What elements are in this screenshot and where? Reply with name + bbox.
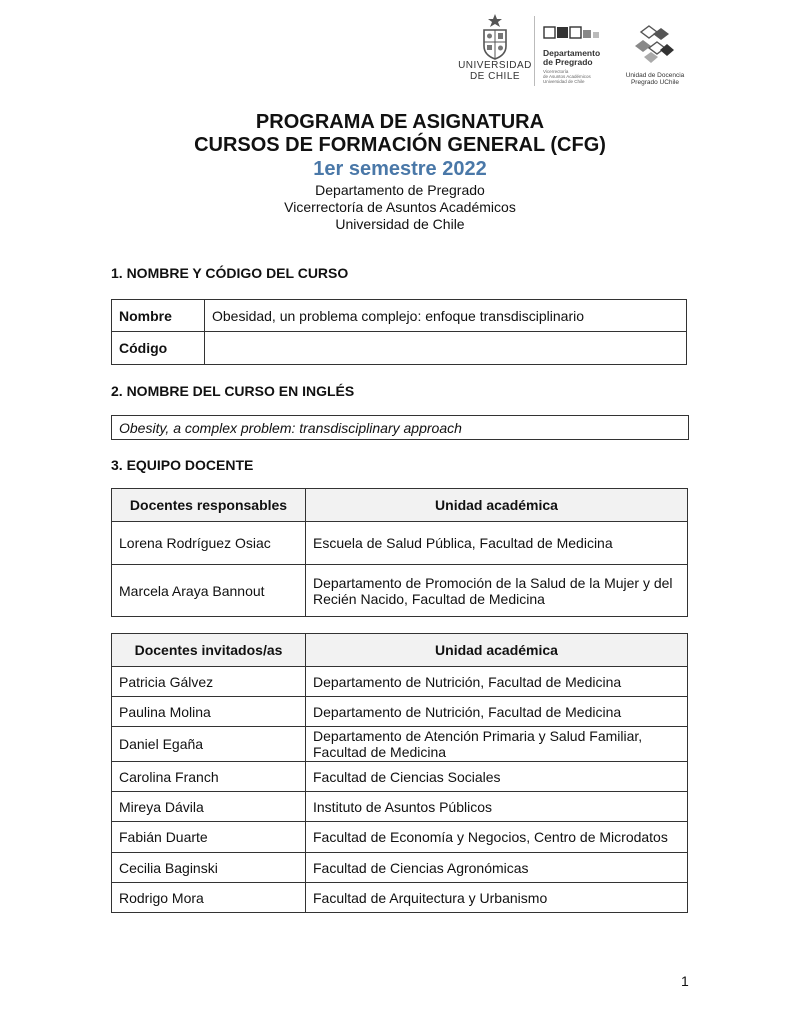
table-row (112, 697, 688, 727)
document-title: PROGRAMA DE ASIGNATURA (255, 111, 545, 133)
teacher-name: Carolina Franch (112, 762, 306, 792)
university-name: Universidad de Chile (335, 216, 465, 232)
course-name-row (112, 300, 687, 332)
unidad-docencia-logo (615, 24, 695, 86)
teacher-name: Lorena Rodríguez Osiac (112, 522, 306, 565)
guest-teachers-table (111, 633, 688, 913)
department-name: Departamento de Pregrado (315, 182, 485, 198)
teacher-name: Paulina Molina (112, 697, 306, 727)
table-row (112, 822, 688, 853)
responsible-teachers-table (111, 488, 688, 617)
column-header-responsables: Docentes responsables (112, 489, 306, 522)
docencia-logo-line2: Pregrado UChile (630, 79, 680, 86)
docencia-mosaic-icon (635, 24, 675, 64)
section3-heading: 3. EQUIPO DOCENTE (111, 457, 254, 473)
logo-divider (534, 16, 535, 86)
english-course-name: Obesity, a complex problem: transdisciplinary approach (112, 416, 689, 440)
pregrado-logo-small1: Vicerrectoría (543, 69, 569, 74)
page-number: 1 (681, 973, 689, 989)
academic-unit: Facultad de Arquitectura y Urbanismo (306, 883, 688, 913)
table-header-row (112, 489, 688, 522)
academic-unit: Departamento de Promoción de la Salud de la Mujer y del Recién Nacido, Facultad de Medicina (306, 565, 688, 617)
docencia-logo-line1: Unidad de Docencia (625, 72, 685, 79)
table-row (112, 762, 688, 792)
table-row (112, 522, 688, 565)
table-row (112, 853, 688, 883)
column-header-unidad: Unidad académica (306, 489, 688, 522)
table-row (112, 883, 688, 913)
departamento-pregrado-logo (543, 26, 609, 84)
pregrado-logo-small2: de Asuntos Académicos (543, 74, 591, 79)
table-row (112, 792, 688, 822)
document-title-block (0, 111, 800, 233)
pregrado-logo-line2: de Pregrado (543, 57, 593, 67)
table-row (112, 565, 688, 617)
teacher-name: Fabián Duarte (112, 822, 306, 853)
pregrado-logo-line1: Departamento (543, 48, 601, 58)
column-header-invitados: Docentes invitados/as (112, 634, 306, 667)
teacher-name: Mireya Dávila (112, 792, 306, 822)
academic-unit: Facultad de Ciencias Sociales (306, 762, 688, 792)
section2-heading: 2. NOMBRE DEL CURSO EN INGLÉS (111, 383, 355, 399)
course-code-value (205, 332, 687, 365)
course-code-row (112, 332, 687, 365)
uchile-logo-line2: DE CHILE (469, 71, 521, 82)
academic-unit: Instituto de Asuntos Públicos (306, 792, 688, 822)
teacher-name: Daniel Egaña (112, 727, 306, 762)
vicerrectoria-name: Vicerrectoría de Asuntos Académicos (284, 199, 516, 215)
uchile-logo-line1: UNIVERSIDAD (458, 60, 532, 71)
course-name-label: Nombre (112, 300, 205, 332)
academic-unit: Departamento de Nutrición, Facultad de Medicina (306, 697, 688, 727)
table-row (112, 667, 688, 697)
course-code-label: Código (112, 332, 205, 365)
academic-unit: Facultad de Ciencias Agronómicas (306, 853, 688, 883)
header-logos (455, 12, 695, 90)
university-seal-icon (475, 12, 515, 60)
english-name-row (112, 416, 689, 440)
document-subtitle: CURSOS DE FORMACIÓN GENERAL (CFG) (194, 134, 606, 156)
academic-unit: Escuela de Salud Pública, Facultad de Medicina (306, 522, 688, 565)
course-name-value: Obesidad, un problema complejo: enfoque transdisciplinario (205, 300, 687, 332)
course-name-table (111, 299, 687, 365)
teacher-name: Cecilia Baginski (112, 853, 306, 883)
table-row (112, 727, 688, 762)
academic-unit: Departamento de Atención Primaria y Salud Familiar, Facultad de Medicina (306, 727, 688, 762)
pregrado-logo-small3: Universidad de Chile (543, 79, 585, 84)
section1-heading: 1. NOMBRE Y CÓDIGO DEL CURSO (111, 265, 349, 281)
column-header-unidad: Unidad académica (306, 634, 688, 667)
pregrado-squares-icon (543, 26, 603, 40)
semester-label: 1er semestre 2022 (313, 158, 487, 180)
english-name-table (111, 415, 689, 440)
teacher-name: Marcela Araya Bannout (112, 565, 306, 617)
academic-unit: Departamento de Nutrición, Facultad de Medicina (306, 667, 688, 697)
table-header-row (112, 634, 688, 667)
academic-unit: Facultad de Economía y Negocios, Centro de Microdatos (306, 822, 688, 853)
universidad-de-chile-logo (455, 12, 535, 90)
teacher-name: Rodrigo Mora (112, 883, 306, 913)
teacher-name: Patricia Gálvez (112, 667, 306, 697)
